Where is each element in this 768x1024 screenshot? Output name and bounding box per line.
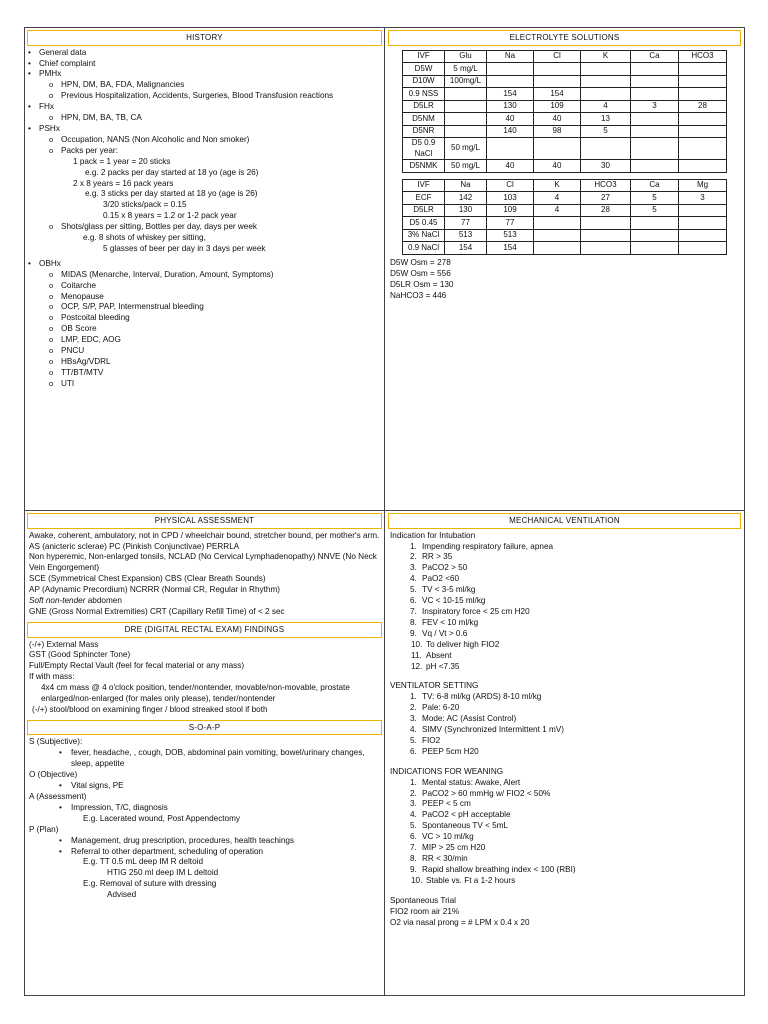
table-header-row xyxy=(403,50,727,63)
packs-item: o Packs per year: xyxy=(27,146,382,157)
physical-line: Non hyperemic, Non-enlarged tonsils, NCLAD (No Cervical Lymphadenopathy) NNVE (No Neck Vein Engorgement) xyxy=(29,552,377,573)
list-text: TV < 3-5 ml/kg xyxy=(422,585,476,595)
osm-note: NaHCO3 = 446 xyxy=(390,290,447,300)
physical-line xyxy=(27,596,382,607)
table-cell: 3 xyxy=(679,192,727,205)
intubation-list xyxy=(388,542,741,673)
table-header-cell: HCO3 xyxy=(581,179,631,192)
soap-example: HTIG 250 ml deep IM L deltoid xyxy=(107,868,219,878)
table-cell: 5 mg/L xyxy=(445,63,487,76)
table-cell xyxy=(581,229,631,242)
table-header-cell: K xyxy=(534,179,581,192)
table-cell xyxy=(445,88,487,101)
table-cell: 154 xyxy=(445,242,487,255)
table-cell xyxy=(631,138,679,160)
osm-note: D5W Osm = 556 xyxy=(390,268,451,278)
list-number: 8. xyxy=(410,617,417,627)
table-row xyxy=(403,217,727,230)
table-cell: 154 xyxy=(487,242,534,255)
table-cell xyxy=(534,63,581,76)
table-cell: 4 xyxy=(534,192,581,205)
list-item xyxy=(388,854,741,865)
list-number: 12. xyxy=(411,661,423,671)
table-cell xyxy=(679,229,727,242)
soap-o-label: O (Objective) xyxy=(29,770,78,780)
list-number: 3. xyxy=(410,799,417,809)
table-cell: 77 xyxy=(445,217,487,230)
list-item xyxy=(388,876,741,887)
table-cell: D5NMK xyxy=(403,160,445,173)
table-cell xyxy=(679,113,727,126)
list-item xyxy=(388,714,741,725)
list-item xyxy=(388,810,741,821)
ecf-comparison-table xyxy=(402,179,727,255)
list-item xyxy=(388,692,741,703)
table-cell: 154 xyxy=(487,88,534,101)
dre-line: (-/+) stool/blood on examining finger / blood streaked stool if both xyxy=(32,704,268,714)
general-data: • General data xyxy=(27,48,382,59)
list-number: 6. xyxy=(410,746,417,756)
obhx-item: o TT/BT/MTV xyxy=(27,368,382,379)
table-header-cell: Na xyxy=(445,179,487,192)
physical-line: Awake, coherent, ambulatory, not in CPD / wheelchair bound, stretcher bound, per mother's arm. xyxy=(29,530,380,540)
list-number: 10. xyxy=(411,875,423,885)
table-cell: 109 xyxy=(487,204,534,217)
physical-title: PHYSICAL ASSESSMENT xyxy=(27,513,382,529)
electrolyte-title: ELECTROLYTE SOLUTIONS xyxy=(388,30,741,46)
shots-item: o Shots/glass per sitting, Bottles per day, days per week xyxy=(27,222,382,233)
obhx-item: o HBsAg/VDRL xyxy=(27,357,382,368)
list-number: 7. xyxy=(410,606,417,616)
table-cell xyxy=(487,138,534,160)
list-item xyxy=(388,789,741,800)
chief-complaint: • Chief complaint xyxy=(27,59,382,70)
trial-label: Spontaneous Trial xyxy=(390,895,456,905)
packs-line: 2 x 8 years = 16 pack years xyxy=(73,178,174,188)
table-header-cell: Glu xyxy=(445,50,487,63)
soap-item: • Vital signs, PE xyxy=(27,781,382,792)
list-number: 7. xyxy=(410,843,417,853)
pshx-label: • PSHx xyxy=(27,124,382,135)
table-cell: 27 xyxy=(581,192,631,205)
soap-example: Advised xyxy=(107,890,137,900)
soap-a-label: A (Assessment) xyxy=(29,792,87,801)
table-cell xyxy=(534,217,581,230)
table-cell xyxy=(631,63,679,76)
list-number: 10. xyxy=(411,639,423,649)
electrolyte-section xyxy=(385,28,746,510)
physical-line: GNE (Gross Normal Extremities) CRT (Capillary Refill Time) of < 2 sec xyxy=(29,606,285,616)
list-text: Pale: 6-20 xyxy=(422,703,460,713)
table-cell xyxy=(679,242,727,255)
table-cell xyxy=(534,242,581,255)
obhx-item: o MIDAS (Menarche, Interval, Duration, Amount, Symptoms) xyxy=(27,270,382,281)
occupation-item: o Occupation, NANS (Non Alcoholic and Non smoker) xyxy=(27,135,382,146)
dre-line: 4x4 cm mass @ 4 o'clock position, tender/nontender, movable/non-movable, prostate enlarged/non-enlarged (for males only please), tender/nontender xyxy=(41,683,350,704)
list-item xyxy=(388,552,741,563)
packs-line: e.g. 3 sticks per day started at 18 yo (age is 26) xyxy=(85,189,258,199)
table-cell: D5 0.45 xyxy=(403,217,445,230)
table-cell xyxy=(679,63,727,76)
physical-line: AP (Adynamic Precordium) NCRRR (Normal CR, Regular in Rhythm) xyxy=(29,585,280,595)
table-header-cell: Mg xyxy=(679,179,727,192)
table-row xyxy=(403,100,727,113)
table-cell: 40 xyxy=(534,160,581,173)
list-number: 3. xyxy=(410,563,417,573)
table-cell: 4 xyxy=(581,100,631,113)
list-number: 5. xyxy=(410,735,417,745)
table-cell: 142 xyxy=(445,192,487,205)
table-cell: 30 xyxy=(581,160,631,173)
osm-note: D5W Osm = 278 xyxy=(390,257,451,267)
trial-line: FIO2 room air 21% xyxy=(390,906,460,916)
table-cell: 50 mg/L xyxy=(445,160,487,173)
table-cell: 98 xyxy=(534,125,581,138)
list-number: 8. xyxy=(410,854,417,863)
obhx-item: o OB Score xyxy=(27,324,382,335)
table-cell xyxy=(679,88,727,101)
table-cell: D5LR xyxy=(403,204,445,217)
table-cell: 100mg/L xyxy=(445,75,487,88)
list-text: TV: 6-8 ml/kg (ARDS) 8-10 ml/kg xyxy=(422,692,542,702)
list-item xyxy=(388,662,741,673)
list-text: PaCO2 < pH acceptable xyxy=(422,810,511,820)
list-text: Absent xyxy=(426,650,452,660)
table-row xyxy=(403,75,727,88)
table-cell xyxy=(631,125,679,138)
list-text: VC < 10-15 ml/kg xyxy=(422,596,486,606)
table-cell: 50 mg/L xyxy=(445,138,487,160)
table-cell xyxy=(631,242,679,255)
list-number: 1. xyxy=(410,692,417,702)
list-item xyxy=(388,542,741,553)
fhx-label: • FHx xyxy=(27,102,382,113)
table-row xyxy=(403,125,727,138)
table-cell: 103 xyxy=(487,192,534,205)
table-cell xyxy=(679,160,727,173)
list-text: PEEP < 5 cm xyxy=(422,799,471,809)
table-row xyxy=(403,204,727,217)
reference-sheet xyxy=(24,27,745,996)
list-text: PEEP 5cm H20 xyxy=(422,746,479,756)
table-cell xyxy=(679,75,727,88)
table-cell xyxy=(581,88,631,101)
table-header-cell: Ca xyxy=(631,50,679,63)
list-item xyxy=(388,843,741,854)
table-cell xyxy=(445,113,487,126)
table-cell: D5 0.9 NaCl xyxy=(403,138,445,160)
table-row xyxy=(403,242,727,255)
table-header-row xyxy=(403,179,727,192)
table-cell xyxy=(631,75,679,88)
list-text: PaCO2 > 60 mmHg w/ FIO2 < 50% xyxy=(422,788,551,798)
list-item xyxy=(388,736,741,747)
list-text: PaO2 <60 xyxy=(422,574,460,584)
table-row xyxy=(403,160,727,173)
table-cell: 130 xyxy=(487,100,534,113)
intubation-label: Indication for Intubation xyxy=(390,530,476,540)
list-number: 9. xyxy=(410,628,417,638)
soap-item: • Impression, T/C, diagnosis xyxy=(27,803,382,814)
table-cell: 40 xyxy=(487,160,534,173)
list-item xyxy=(388,703,741,714)
table-cell xyxy=(581,75,631,88)
pmhx-label: • PMHx xyxy=(27,69,382,80)
list-text: SIMV (Synchronized Intermittent 1 mV) xyxy=(422,725,564,735)
setting-label: VENTILATOR SETTING xyxy=(390,681,479,691)
dre-line: (-/+) External Mass xyxy=(29,639,99,649)
table-cell: D5NR xyxy=(403,125,445,138)
packs-line: 3/20 sticks/pack = 0.15 xyxy=(103,200,187,210)
soap-item: • Referral to other department, scheduling of operation xyxy=(27,847,382,858)
table-cell xyxy=(631,88,679,101)
list-text: Mode: AC (Assist Control) xyxy=(422,714,517,724)
list-number: 2. xyxy=(410,788,417,798)
packs-line: 1 pack = 1 year = 20 sticks xyxy=(73,156,171,166)
table-cell xyxy=(487,75,534,88)
osm-note: D5LR Osm = 130 xyxy=(390,279,454,289)
shots-line: 5 glasses of beer per day in 3 days per week xyxy=(103,243,266,253)
table-row xyxy=(403,138,727,160)
table-cell: D5W xyxy=(403,63,445,76)
table-cell xyxy=(534,75,581,88)
soap-item: • Management, drug prescription, procedures, health teachings xyxy=(27,836,382,847)
table-cell: 513 xyxy=(445,229,487,242)
list-item xyxy=(388,865,741,876)
list-number: 9. xyxy=(410,864,417,874)
dre-line: Full/Empty Rectal Vault (feel for fecal material or any mass) xyxy=(29,661,245,671)
history-section xyxy=(25,28,384,510)
table-cell xyxy=(631,229,679,242)
table-cell: D5LR xyxy=(403,100,445,113)
fhx-item: o HPN, DM, BA, TB, CA xyxy=(27,113,382,124)
list-number: 11. xyxy=(411,650,422,660)
table-header-cell: K xyxy=(581,50,631,63)
list-item xyxy=(388,747,741,758)
table-cell xyxy=(631,113,679,126)
table-cell: 5 xyxy=(631,192,679,205)
obhx-item: o Postcoital bleeding xyxy=(27,313,382,324)
table-cell: 3 xyxy=(631,100,679,113)
soap-title: S-O-A-P xyxy=(27,720,382,736)
table-cell: 28 xyxy=(581,204,631,217)
table-header-cell: Cl xyxy=(534,50,581,63)
table-header-cell: HCO3 xyxy=(679,50,727,63)
ventilation-section xyxy=(385,511,746,997)
table-cell xyxy=(631,217,679,230)
table-cell: 5 xyxy=(631,204,679,217)
table-cell xyxy=(581,138,631,160)
list-text: Spontaneous TV < 5mL xyxy=(422,821,509,831)
dre-line: GST (Good Sphincter Tone) xyxy=(29,650,131,660)
table-cell: 140 xyxy=(487,125,534,138)
table-row xyxy=(403,192,727,205)
table-cell xyxy=(534,229,581,242)
obhx-item: o PNCU xyxy=(27,346,382,357)
list-item xyxy=(388,651,741,662)
table-cell xyxy=(679,217,727,230)
obhx-item: o UTI xyxy=(27,379,382,390)
list-text: Stable vs. Ft a 1-2 hours xyxy=(426,875,516,885)
list-item xyxy=(388,821,741,832)
soap-p-label: P (Plan) xyxy=(29,824,59,834)
list-text: RR > 35 xyxy=(422,552,453,562)
list-text: MIP > 25 cm H20 xyxy=(422,843,486,853)
list-number: 5. xyxy=(410,821,417,831)
table-cell xyxy=(679,138,727,160)
obhx-label: • OBHx xyxy=(27,259,382,270)
table-header-cell: Na xyxy=(487,50,534,63)
pmhx-item: o HPN, DM, BA, FDA, Malignancies xyxy=(27,80,382,91)
list-number: 2. xyxy=(410,703,417,713)
table-cell xyxy=(679,204,727,217)
list-text: PaCO2 > 50 xyxy=(422,563,468,573)
table-cell: 40 xyxy=(487,113,534,126)
list-item xyxy=(388,585,741,596)
list-number: 6. xyxy=(410,596,417,606)
list-text: To deliver high FIO2 xyxy=(426,639,500,649)
list-text: FIO2 xyxy=(422,735,441,745)
soap-example: E.g. Lacerated wound, Post Appendectomy xyxy=(83,813,241,823)
table-cell: 130 xyxy=(445,204,487,217)
table-cell xyxy=(445,100,487,113)
table-cell: 0.9 NaCl xyxy=(403,242,445,255)
list-item xyxy=(388,778,741,789)
pmhx-item: o Previous Hospitalization, Accidents, Surgeries, Blood Transfusion reactions xyxy=(27,91,382,102)
table-cell xyxy=(581,217,631,230)
table-cell: D10W xyxy=(403,75,445,88)
list-number: 5. xyxy=(410,585,417,595)
list-text: Mental status: Awake, Alert xyxy=(422,777,521,787)
list-item xyxy=(388,640,741,651)
obhx-item: o Coitarche xyxy=(27,281,382,292)
list-text: Vq / Vt > 0.6 xyxy=(422,628,468,638)
table-cell: 5 xyxy=(581,125,631,138)
list-number: 3. xyxy=(410,714,417,724)
table-header-cell: Cl xyxy=(487,179,534,192)
table-cell: 0.9 NSS xyxy=(403,88,445,101)
table-row xyxy=(403,88,727,101)
obhx-item: o OCP, S/P, PAP, Intermenstrual bleeding xyxy=(27,302,382,313)
table-cell: 28 xyxy=(679,100,727,113)
list-item xyxy=(388,618,741,629)
table-cell: 13 xyxy=(581,113,631,126)
table-header-cell: IVF xyxy=(403,50,445,63)
physical-line: SCE (Symmetrical Chest Expansion) CBS (Clear Breath Sounds) xyxy=(29,574,266,584)
list-number: 1. xyxy=(410,777,417,787)
abdomen-italic: Soft non-tender xyxy=(29,596,86,606)
list-text: FEV < 10 ml/kg xyxy=(422,617,479,627)
table-cell: 513 xyxy=(487,229,534,242)
list-number: 4. xyxy=(410,574,417,584)
list-number: 4. xyxy=(410,725,417,735)
list-item xyxy=(388,563,741,574)
soap-s-label: S (Subjective): xyxy=(29,737,83,747)
table-cell: 77 xyxy=(487,217,534,230)
trial-line: O2 via nasal prong = # LPM x 0.4 x 20 xyxy=(390,917,530,927)
weaning-label: INDICATIONS FOR WEANING xyxy=(390,766,504,776)
list-item xyxy=(388,629,741,640)
list-number: 2. xyxy=(410,552,417,562)
packs-line: e.g. 2 packs per day started at 18 yo (age is 26) xyxy=(85,167,259,177)
list-item xyxy=(388,832,741,843)
assessment-section xyxy=(25,511,384,997)
ventilation-title: MECHANICAL VENTILATION xyxy=(388,513,741,529)
table-cell xyxy=(534,138,581,160)
table-header-cell: Ca xyxy=(631,179,679,192)
physical-line: AS (anicteric sclerae) PC (Pinkish Conjunctivae) PERRLA xyxy=(29,541,240,551)
table-cell: 154 xyxy=(534,88,581,101)
list-number: 4. xyxy=(410,810,417,820)
table-cell xyxy=(445,125,487,138)
soap-example: E.g. Removal of suture with dressing xyxy=(83,879,217,889)
table-cell: ECF xyxy=(403,192,445,205)
table-header-cell: IVF xyxy=(403,179,445,192)
list-text: RR < 30/min xyxy=(422,854,468,863)
table-cell xyxy=(581,63,631,76)
ivf-composition-table xyxy=(402,50,727,173)
history-title: HISTORY xyxy=(27,30,382,46)
list-item xyxy=(388,799,741,810)
obhx-item: o LMP, EDC, AOG xyxy=(27,335,382,346)
table-cell xyxy=(581,242,631,255)
packs-line: 0.15 x 8 years = 1.2 or 1-2 pack year xyxy=(103,211,237,221)
table-cell xyxy=(631,160,679,173)
table-cell: 109 xyxy=(534,100,581,113)
list-number: 6. xyxy=(410,832,417,842)
list-text: Rapid shallow breathing index < 100 (RBI) xyxy=(422,864,576,874)
list-item xyxy=(388,607,741,618)
table-row xyxy=(403,113,727,126)
list-text: VC > 10 ml/kg xyxy=(422,832,474,842)
table-cell: 40 xyxy=(534,113,581,126)
list-text: Inspiratory force < 25 cm H20 xyxy=(422,606,530,616)
table-row xyxy=(403,229,727,242)
table-cell xyxy=(487,63,534,76)
list-number: 1. xyxy=(410,541,417,551)
weaning-list xyxy=(388,778,741,887)
table-row xyxy=(403,63,727,76)
table-cell: 3% NaCl xyxy=(403,229,445,242)
table-cell: D5NM xyxy=(403,113,445,126)
soap-example: E.g. TT 0.5 mL deep IM R deltoid xyxy=(83,857,203,867)
list-item xyxy=(388,725,741,736)
table-cell: 4 xyxy=(534,204,581,217)
list-item xyxy=(388,596,741,607)
table-cell xyxy=(679,125,727,138)
abdomen-rest: abdomen xyxy=(85,596,122,606)
list-text: pH <7.35 xyxy=(426,661,460,671)
dre-title: DRE (DIGITAL RECTAL EXAM) FINDINGS xyxy=(27,622,382,638)
obhx-item: o Menopause xyxy=(27,292,382,303)
shots-line: e.g. 8 shots of whiskey per sitting, xyxy=(83,233,206,243)
setting-list xyxy=(388,692,741,757)
soap-item: • fever, headache, , cough, DOB, abdominal pain vomiting, bowel/urinary changes, sleep, appetite xyxy=(27,748,382,770)
list-text: Impending respiratory failure, apnea xyxy=(422,541,554,551)
list-item xyxy=(388,574,741,585)
dre-line: If with mass: xyxy=(29,672,75,682)
